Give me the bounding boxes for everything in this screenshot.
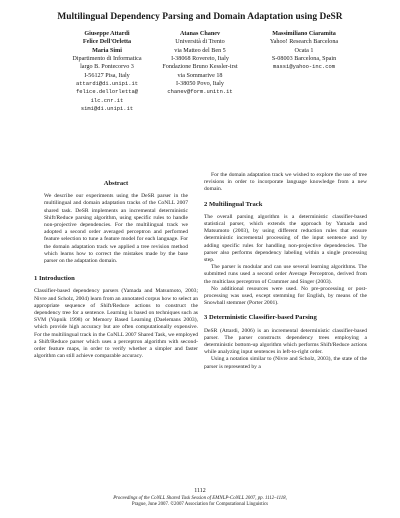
affiliation-line: Dipartimento di Informatica bbox=[72, 56, 142, 63]
author-name: Atanas Chanev bbox=[179, 31, 221, 37]
affiliation-line: Fondazione Bruno Kessler-irst bbox=[162, 64, 238, 71]
author-name: Massimiliano Ciaramita bbox=[272, 31, 336, 37]
paragraph: For the domain adaptation track we wished to explore the use of tree revisions in order to incorporate language knowledge from a new domain. bbox=[204, 172, 367, 193]
abstract-heading: Abstract bbox=[103, 180, 129, 187]
author-name: Maria Simi bbox=[92, 47, 122, 54]
author-email[interactable]: chanev@form.unitn.it bbox=[167, 88, 233, 96]
author-email[interactable]: massi@yahoo-inc.com bbox=[273, 63, 335, 71]
paragraph: No additional resources were used. No pre-processing or post-processing was used, except stemming for English, by means of the Snowball stemmer (Porter 2001). bbox=[204, 285, 367, 307]
author-block-1 bbox=[52, 30, 162, 113]
paragraph: The parser is modular and can use several learning algorithms. The submitted runs used a second order Average Perceptron, derived from the multiclass perceptron of Crammer and Singer (2003). bbox=[204, 264, 367, 285]
section-heading-deterministic-parsing: 3 Deterministic Classifier-based Parsing bbox=[204, 314, 317, 322]
affiliation-line: I-56127 Pisa, Italy bbox=[84, 72, 130, 79]
left-column bbox=[34, 180, 198, 360]
author-email[interactable]: simi@di.unipi.it bbox=[80, 105, 134, 113]
author-name: Giuseppe Attardi bbox=[84, 31, 130, 37]
author-email[interactable]: attardi@di.unipi.it bbox=[76, 80, 138, 88]
author-name: Felice Dell'Orletta bbox=[82, 39, 132, 46]
paper-title: Multilingual Dependency Parsing and Domain Adaptation using DeSR bbox=[57, 12, 343, 22]
section-heading-multilingual-track: 2 Multilingual Track bbox=[204, 200, 263, 208]
affiliation-line: I-38050 Povo, Italy bbox=[176, 81, 224, 88]
affiliation-line: largo B. Pontecorvo 3 bbox=[80, 64, 134, 71]
affiliation-line: Yahoo! Research Barcelona bbox=[269, 39, 339, 46]
affiliation-line: via Sommarive 18 bbox=[177, 72, 223, 79]
author-email[interactable]: ilc.cnr.it bbox=[90, 96, 124, 104]
affiliation-line: Università di Trento bbox=[175, 39, 225, 46]
proceedings-footer bbox=[0, 496, 400, 508]
affiliation-line: I-38068 Rovereto, Italy bbox=[171, 56, 229, 63]
footer-line: Proceedings of the CoNLL Shared Task Session of EMNLP-CoNLL 2007, pp. 1112–1118, bbox=[113, 496, 287, 501]
affiliation-line: S-08003 Barcelona, Spain bbox=[271, 56, 337, 63]
section-heading-introduction: 1 Introduction bbox=[34, 275, 75, 283]
paragraph: Classifier-based dependency parsers (Yamada and Matsumoto, 2003; Nivre and Scholz, 2004) learn from an annotated corpus how to select an appropriate sequence of Shift/Reduce actions to construct the dependency tree for a sentence. Learning is based on techniques such as SVM (Vapnik 1998) or Memory Based Learning (Daelemans 2003), which provide high accuracy but are often computationally expensive. For the multilingual track in the CoNLL 2007 Shared Task, we employed a Shift/Reduce parser which uses a perceptron algorithm with second-order feature maps, in order to verify whether a simpler and faster algorithm can still achieve comparable accuracy. bbox=[34, 288, 198, 360]
paragraph: Using a notation similar to (Nivre and Scholz, 2003), the state of the parser is represented by a bbox=[204, 356, 367, 370]
paragraph: The overall parsing algorithm is a deterministic classifier-based statistical parser, which extends the approach by Yamada and Matsumoto (2003), by using different reduction rules that ensure deterministic incremental processing of the input sentence and by adding specific rules for handling non-projective dependencies. The parser also performs dependency labeling within a single processing step. bbox=[204, 213, 367, 264]
footer-line: Prague, June 2007. ©2007 Association for Computational Linguistics bbox=[131, 502, 269, 507]
author-block-3 bbox=[252, 30, 356, 72]
affiliation-line: Ocata 1 bbox=[294, 47, 314, 54]
paragraph: DeSR (Attardi, 2006) is an incremental deterministic classifier-based parser. The parser constructs dependency trees employing a deterministic bottom-up algorithm which performs Shift/Reduce actions while analyzing input sentences in left-to-right order. bbox=[204, 327, 367, 356]
affiliation-line: via Matteo del Ben 5 bbox=[174, 47, 226, 54]
page-number: 1112 bbox=[194, 488, 206, 494]
author-email[interactable]: felice.dellorletta@ bbox=[76, 88, 138, 96]
right-column bbox=[204, 172, 367, 371]
abstract-text: We describe our experiments using the DeSR parser in the multilingual and domain adaptation tracks of the CoNLL 2007 shared task. DeSR implements an incremental deterministic Shift/Reduce parsing algorithm, using specific rules to handle non-projective dependencies. For the multilingual track we adopted a second order averaged perceptron and performed feature selection to tune a feature model for each language. For the domain adaptation track we applied a tree revision method which learns how to correct the mistakes made by the base parser on the adaptation domain. bbox=[44, 193, 188, 265]
author-block-2 bbox=[150, 30, 250, 97]
